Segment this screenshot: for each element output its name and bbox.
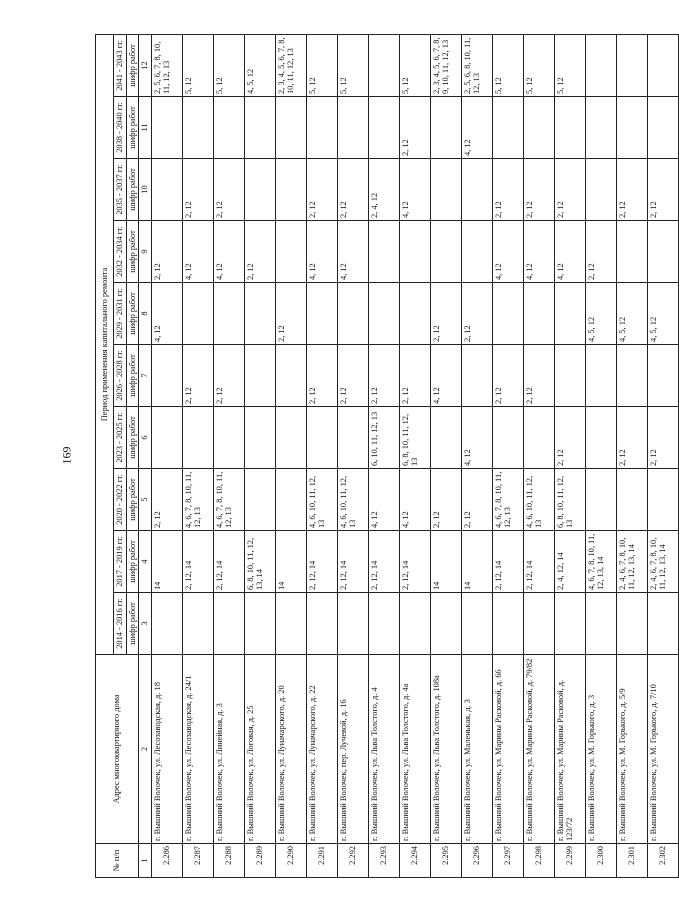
work-codes: [647, 469, 678, 531]
work-codes: [430, 159, 461, 221]
work-codes: [275, 221, 306, 283]
work-codes: [461, 345, 492, 407]
work-codes: [430, 221, 461, 283]
work-codes: 2, 12: [647, 407, 678, 469]
work-codes: [244, 407, 275, 469]
work-codes: 4, 6, 7, 8, 10, 11, 12, 13, 14: [585, 531, 616, 593]
work-codes: 6, 8, 10, 11, 12, 13: [399, 407, 430, 469]
work-code-header: шифр работ: [126, 159, 139, 221]
work-codes: 4, 6, 10, 11, 12, 13: [337, 469, 368, 531]
work-code-header: шифр работ: [126, 221, 139, 283]
work-codes: 14: [430, 531, 461, 593]
work-codes: [213, 593, 244, 655]
work-codes: 5, 12: [337, 34, 368, 96]
work-codes: 4, 12: [554, 221, 585, 283]
work-codes: 5, 12: [554, 34, 585, 96]
row-number: 2.299: [554, 844, 585, 878]
work-codes: [182, 97, 213, 159]
work-codes: [616, 34, 647, 96]
work-codes: 4, 12: [430, 345, 461, 407]
capital-repair-table: [95, 34, 679, 878]
work-codes: [585, 407, 616, 469]
work-codes: 2, 12, 14: [523, 531, 554, 593]
work-codes: 2, 12: [244, 221, 275, 283]
work-codes: 2, 12: [337, 345, 368, 407]
table-row: [616, 34, 647, 877]
period-header: 2041 - 2043 гг.: [114, 34, 127, 96]
work-codes: 2, 12: [213, 345, 244, 407]
work-codes: [554, 97, 585, 159]
work-codes: 4, 12: [213, 221, 244, 283]
work-codes: [368, 97, 399, 159]
work-codes: [244, 345, 275, 407]
work-codes: [585, 345, 616, 407]
work-codes: 2, 12, 14: [213, 531, 244, 593]
work-codes: 2, 12: [616, 407, 647, 469]
column-index: 6: [139, 407, 152, 469]
rotated-document: [95, 35, 667, 878]
work-code-header: шифр работ: [126, 283, 139, 345]
work-codes: 2, 12: [616, 159, 647, 221]
work-code-header: шифр работ: [126, 407, 139, 469]
work-codes: [616, 593, 647, 655]
work-codes: 4, 12: [399, 469, 430, 531]
table-row: [337, 34, 368, 877]
work-codes: 2, 12: [554, 407, 585, 469]
work-codes: [430, 407, 461, 469]
work-codes: [306, 97, 337, 159]
work-codes: [523, 283, 554, 345]
table-row: [430, 34, 461, 877]
table-row: [213, 34, 244, 877]
work-codes: 2, 12, 14: [182, 531, 213, 593]
work-codes: [244, 283, 275, 345]
work-codes: [151, 159, 182, 221]
work-codes: 4, 12: [337, 221, 368, 283]
work-codes: 14: [151, 531, 182, 593]
work-codes: [213, 97, 244, 159]
work-codes: 4, 6, 7, 8, 10, 11, 12, 13: [182, 469, 213, 531]
work-codes: 2, 12: [306, 345, 337, 407]
work-code-header: шифр работ: [126, 345, 139, 407]
work-codes: 4, 12: [492, 221, 523, 283]
table-row: [585, 34, 616, 877]
row-number: 2.293: [368, 844, 399, 878]
work-codes: 2, 12: [399, 97, 430, 159]
work-codes: [492, 97, 523, 159]
work-codes: 2, 12: [151, 221, 182, 283]
work-codes: 2, 12: [368, 345, 399, 407]
table-row: [368, 34, 399, 877]
work-codes: 6, 8, 10, 11, 12, 13: [554, 469, 585, 531]
work-codes: [399, 593, 430, 655]
work-codes: 2, 12: [182, 159, 213, 221]
work-codes: 2, 3, 4, 5, 6, 7, 8, 10, 11, 12, 13: [275, 34, 306, 96]
work-codes: 2, 12, 14: [306, 531, 337, 593]
work-codes: 4, 5, 12: [244, 34, 275, 96]
row-number: 2.292: [337, 844, 368, 878]
work-codes: [275, 97, 306, 159]
house-address: г. Вышний Волочек, ул. Лесозаводская, д. 24/1: [182, 655, 213, 844]
work-codes: 2, 12: [275, 283, 306, 345]
house-address: г. Вышний Волочек, ул. М. Горького, д. 7/10: [647, 655, 678, 844]
work-codes: 2, 12: [430, 283, 461, 345]
work-codes: [368, 283, 399, 345]
work-codes: [647, 345, 678, 407]
table-row: [244, 34, 275, 877]
work-codes: 5, 12: [492, 34, 523, 96]
work-codes: [368, 593, 399, 655]
work-codes: 2, 12, 14: [399, 531, 430, 593]
house-address: г. Вышний Волочек, ул. Линейная, д. 3: [213, 655, 244, 844]
work-codes: 5, 12: [182, 34, 213, 96]
work-codes: [647, 34, 678, 96]
row-number: 2.294: [399, 844, 430, 878]
table-row: [523, 34, 554, 877]
work-codes: [182, 593, 213, 655]
work-codes: [275, 469, 306, 531]
work-codes: [275, 407, 306, 469]
work-codes: 4, 6, 7, 8, 10, 11, 12, 13: [492, 469, 523, 531]
work-codes: 4, 6, 10, 11, 12, 13: [306, 469, 337, 531]
row-number: 2.298: [523, 844, 554, 878]
work-code-header: шифр работ: [126, 34, 139, 96]
work-code-header: шифр работ: [126, 469, 139, 531]
work-codes: [275, 159, 306, 221]
table-row: [554, 34, 585, 877]
work-code-header: шифр работ: [126, 531, 139, 593]
work-codes: [430, 97, 461, 159]
work-codes: [492, 593, 523, 655]
column-index: 5: [139, 469, 152, 531]
work-codes: 4, 5, 12: [616, 283, 647, 345]
work-codes: 4, 5, 12: [647, 283, 678, 345]
header-address: Адрес многоквартирного дома: [96, 655, 139, 844]
work-codes: [151, 97, 182, 159]
work-codes: 4, 12: [461, 97, 492, 159]
row-number: 2.288: [213, 844, 244, 878]
table-row: [647, 34, 678, 877]
column-index: 3: [139, 593, 152, 655]
work-codes: 2, 12: [492, 345, 523, 407]
work-codes: 2, 4, 12, 14: [554, 531, 585, 593]
work-codes: [430, 593, 461, 655]
work-codes: 4, 12: [523, 221, 554, 283]
work-codes: [337, 283, 368, 345]
page-number: 169: [59, 446, 74, 465]
work-codes: [461, 159, 492, 221]
work-codes: [554, 283, 585, 345]
work-codes: [275, 345, 306, 407]
work-codes: [182, 407, 213, 469]
row-number: 2.286: [151, 844, 182, 878]
work-codes: [213, 283, 244, 345]
header-no: № п/п: [96, 844, 139, 878]
work-codes: 2, 12, 14: [368, 531, 399, 593]
house-address: г. Вышний Волочек, ул. Логовая, д. 25: [244, 655, 275, 844]
column-index: 9: [139, 221, 152, 283]
work-codes: [306, 593, 337, 655]
work-codes: [337, 407, 368, 469]
work-codes: 2, 12: [523, 159, 554, 221]
period-header: 2032 - 2034 гг.: [114, 221, 127, 283]
work-codes: 4, 12: [151, 283, 182, 345]
house-address: г. Вышний Волочек, ул. Марины Расковой, д. 66: [492, 655, 523, 844]
row-number: 2.289: [244, 844, 275, 878]
work-codes: 6, 8, 10, 11, 12, 13, 14: [244, 531, 275, 593]
work-codes: 2, 12: [492, 159, 523, 221]
work-codes: [399, 283, 430, 345]
period-header: 2020 - 2022 гг.: [114, 469, 127, 531]
work-codes: [151, 593, 182, 655]
period-header: 2014 - 2016 гг.: [114, 593, 127, 655]
work-codes: [337, 593, 368, 655]
work-codes: 2, 4, 12: [368, 159, 399, 221]
work-codes: [244, 97, 275, 159]
work-codes: [182, 283, 213, 345]
work-codes: [306, 407, 337, 469]
column-index: 4: [139, 531, 152, 593]
work-codes: [306, 283, 337, 345]
work-codes: 2, 12: [151, 469, 182, 531]
period-header: 2017 - 2019 гг.: [114, 531, 127, 593]
work-codes: [492, 283, 523, 345]
row-number: 2.296: [461, 844, 492, 878]
work-codes: 5, 12: [523, 34, 554, 96]
work-codes: 14: [275, 531, 306, 593]
table-row: [306, 34, 337, 877]
work-codes: [523, 407, 554, 469]
house-address: г. Вышний Волочек, ул. М. Горького, д. 3: [585, 655, 616, 844]
work-codes: 2, 12: [585, 221, 616, 283]
work-codes: 4, 12: [368, 469, 399, 531]
work-codes: [368, 221, 399, 283]
work-codes: [616, 221, 647, 283]
work-codes: 2, 5, 6, 7, 8, 10, 11, 12, 13: [151, 34, 182, 96]
work-codes: 2, 4, 6, 7, 8, 10, 11, 12, 13, 14: [647, 531, 678, 593]
work-codes: [585, 469, 616, 531]
work-codes: [616, 469, 647, 531]
work-codes: [585, 97, 616, 159]
work-codes: [337, 97, 368, 159]
work-codes: 2, 12: [523, 345, 554, 407]
work-codes: [461, 593, 492, 655]
work-codes: 2, 12, 14: [492, 531, 523, 593]
column-index: 7: [139, 345, 152, 407]
work-codes: 2, 4, 6, 7, 8, 10, 11, 12, 13, 14: [616, 531, 647, 593]
table-row: [461, 34, 492, 877]
work-codes: 2, 12: [430, 469, 461, 531]
column-index: 8: [139, 283, 152, 345]
house-address: г. Вышний Волочек, ул. Луначарского, д. 22: [306, 655, 337, 844]
house-address: г. Вышний Волочек, ул. Маленькая, д. 3: [461, 655, 492, 844]
row-number: 2.287: [182, 844, 213, 878]
header-period: Период применения капитального ремонта: [96, 34, 114, 654]
work-codes: [461, 221, 492, 283]
work-codes: [399, 221, 430, 283]
work-codes: [585, 593, 616, 655]
work-codes: 2, 5, 6, 8, 10, 11, 12, 13: [461, 34, 492, 96]
work-codes: 14: [461, 531, 492, 593]
work-codes: [275, 593, 306, 655]
work-codes: [616, 97, 647, 159]
row-number: 2.297: [492, 844, 523, 878]
work-codes: 2, 12: [399, 345, 430, 407]
row-number: 2.302: [647, 844, 678, 878]
house-address: г. Вышний Волочек, ул. Лесозаводская, д. 18: [151, 655, 182, 844]
table-row: [399, 34, 430, 877]
work-codes: 4, 12: [306, 221, 337, 283]
work-codes: [554, 345, 585, 407]
house-address: г. Вышний Волочек, ул. Льва Толстого, д. 4: [368, 655, 399, 844]
house-address: г. Вышний Волочек, ул. М. Горького, д. 5/9: [616, 655, 647, 844]
work-codes: 4, 5, 12: [585, 283, 616, 345]
period-header: 2026 - 2028 гг.: [114, 345, 127, 407]
work-codes: 4, 6, 7, 8, 10, 11, 12, 13: [213, 469, 244, 531]
house-address: г. Вышний Волочек, ул. Марины Расковой, д. 123/72: [554, 655, 585, 844]
work-codes: [647, 593, 678, 655]
house-address: г. Вышний Волочек, ул. Луначарского, д. 20: [275, 655, 306, 844]
work-code-header: шифр работ: [126, 97, 139, 159]
row-number: 2.300: [585, 844, 616, 878]
work-codes: 4, 12: [399, 159, 430, 221]
column-index: 1: [139, 844, 152, 878]
row-number: 2.291: [306, 844, 337, 878]
house-address: г. Вышний Волочек, ул. Марины Расковой, д. 79/82: [523, 655, 554, 844]
period-header: 2035 - 2037 гг.: [114, 159, 127, 221]
work-codes: 2, 12: [337, 159, 368, 221]
work-codes: 6, 10, 11, 12, 13: [368, 407, 399, 469]
work-codes: [647, 221, 678, 283]
house-address: г. Вышний Волочек, ул. Льва Толстого, д. 4а: [399, 655, 430, 844]
column-index: 2: [139, 655, 152, 844]
work-codes: [647, 97, 678, 159]
table-row: [275, 34, 306, 877]
column-index: 11: [139, 97, 152, 159]
work-codes: [523, 593, 554, 655]
work-codes: 2, 12, 14: [337, 531, 368, 593]
table-row: [492, 34, 523, 877]
work-codes: [213, 407, 244, 469]
work-codes: 2, 12: [647, 159, 678, 221]
work-codes: 2, 12: [554, 159, 585, 221]
work-codes: 2, 12: [461, 283, 492, 345]
period-header: 2023 - 2025 гг.: [114, 407, 127, 469]
work-codes: [151, 407, 182, 469]
row-number: 2.295: [430, 844, 461, 878]
work-codes: 5, 12: [213, 34, 244, 96]
work-codes: [244, 159, 275, 221]
work-codes: [244, 469, 275, 531]
work-codes: [585, 34, 616, 96]
work-codes: 2, 12: [461, 469, 492, 531]
work-codes: 5, 12: [399, 34, 430, 96]
work-codes: [616, 345, 647, 407]
work-codes: 4, 12: [182, 221, 213, 283]
column-index: 10: [139, 159, 152, 221]
work-codes: 2, 12: [306, 159, 337, 221]
house-address: г. Вышний Волочек, ул. Льва Толстого, д. 108а: [430, 655, 461, 844]
work-codes: [151, 345, 182, 407]
work-codes: 4, 12: [461, 407, 492, 469]
work-codes: [585, 159, 616, 221]
house-address: г. Вышний Волочек, пер. Лучевой, д. 16: [337, 655, 368, 844]
period-header: 2038 - 2040 гг.: [114, 97, 127, 159]
row-number: 2.301: [616, 844, 647, 878]
work-codes: 2, 12: [182, 345, 213, 407]
work-codes: [492, 407, 523, 469]
work-codes: 4, 6, 10, 11, 12, 13: [523, 469, 554, 531]
work-codes: 2, 12: [213, 159, 244, 221]
table-row: [151, 34, 182, 877]
table-row: [182, 34, 213, 877]
work-codes: 5, 12: [306, 34, 337, 96]
work-codes: [368, 34, 399, 96]
work-codes: 2, 3, 4, 5, 6, 7, 8, 9, 10, 11, 12, 13: [430, 34, 461, 96]
work-codes: [244, 593, 275, 655]
period-header: 2029 - 2031 гг.: [114, 283, 127, 345]
work-code-header: шифр работ: [126, 593, 139, 655]
work-codes: [554, 593, 585, 655]
column-index: 12: [139, 34, 152, 96]
row-number: 2.290: [275, 844, 306, 878]
work-codes: [523, 97, 554, 159]
